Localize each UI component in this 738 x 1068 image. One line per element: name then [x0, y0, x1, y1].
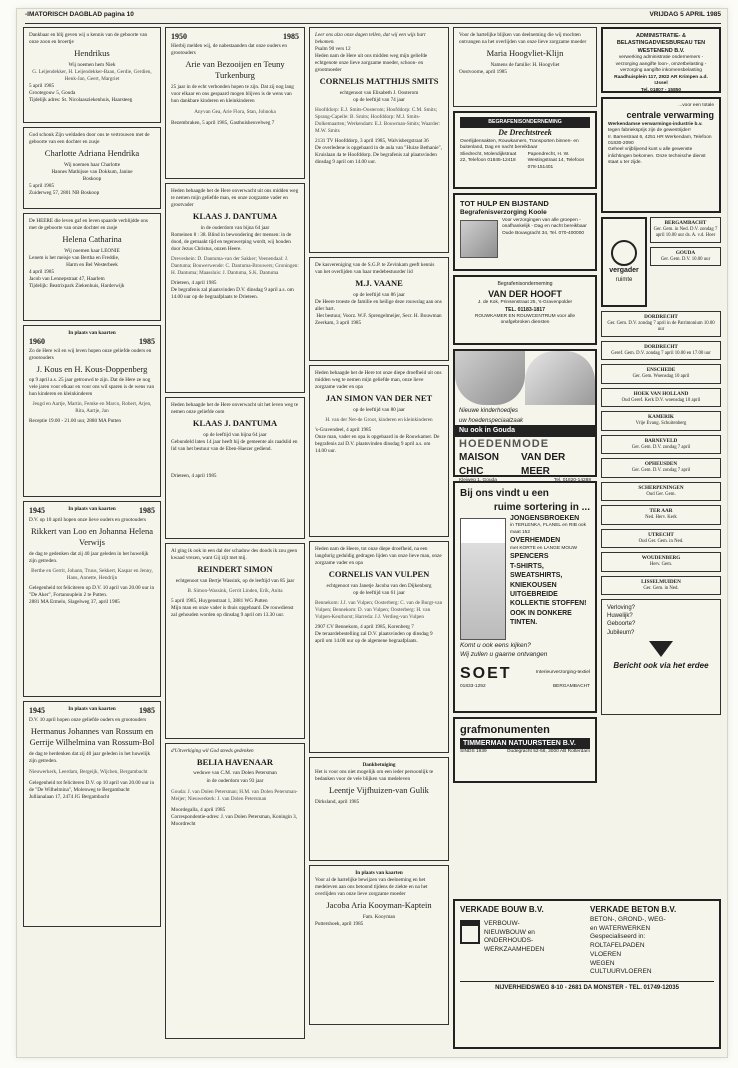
notice-places: Nieuwerkerk, Leerdam, Bergeijk, Wijchen, Bergambacht [29, 768, 148, 775]
notice-intro: D.V. 10 april hopen onze geliefde ouders en grootouders [29, 716, 147, 723]
notice-extra: Lenem is het meisje van Bertha en Freddie, [29, 254, 120, 261]
notice-title: In plaats van kaarten [68, 330, 116, 336]
ad-title: BEGRAFENISONDERNEMING [460, 117, 590, 128]
notice-name: Hermanus Johannes van Rossum en Gerrije Wilhelmina van Rossum-Bol [29, 725, 155, 748]
church-title: OPHEUSDEN [644, 461, 678, 468]
ad-vanderhooft [453, 275, 597, 345]
notice-reception: Gelegenheid tot feliciteren D.V. op 10 april van 20.00 uur in de "De Wilhelmina", Molenweg te Bergambacht [29, 779, 155, 793]
notice-bezooijen [165, 27, 305, 179]
notice-family: Namens de familie: H. Hoogvliet [490, 61, 560, 68]
ad-note: Interieurverzorging-textiel [535, 670, 590, 676]
church-text: Ger. Gem. Woensdag 10 april [632, 374, 690, 380]
notice-date: Dirksland, april 1985 [315, 798, 360, 805]
ad-phone: TEL. 01183-1817 [504, 306, 546, 313]
ad-brand: De Drechtstreek [498, 128, 552, 138]
notice-date: 2907 CV Bennekom, 4 april 1985, Korenberg 7 [315, 623, 414, 630]
church-text: Ger. Gem. in Ned. D.V. zondag 7 april 10.00 uur ds. A. v.d. Hoer [653, 227, 718, 239]
church-item [601, 529, 721, 548]
ad-phone: Tel. 01820-14288 [553, 478, 591, 484]
ad-administratie [601, 27, 721, 93]
notice-intro: d'Uitverkiging wil God steeds gedenken [171, 748, 254, 754]
notice-age: echtgenoot van Bertje Wassink, op de leeftijd van 85 jaar [175, 577, 295, 584]
ad-item: UITGEBREIDE KOLLEKTIE STOFFEN! OOK IN DONKERE TINTEN. [510, 591, 587, 627]
column-3 [309, 27, 449, 1051]
ad-name: VAN DER HOOFT [488, 289, 562, 300]
ad-verwarming [601, 97, 721, 213]
ad-tag: ...voor een totale [678, 103, 714, 108]
church-item [601, 435, 721, 454]
notice-address: Jacob van Lennepstraat 47, Haarlem [29, 275, 105, 282]
ad-items: Overlijdensakten, Rouwkamers, Transporten binnen- en buitenland, Dag en nacht bereikbaar [460, 138, 579, 151]
church-list-more [601, 311, 721, 595]
ad-item: BETON-, GROND-, WEG- [590, 915, 666, 923]
notice-burial: Onze man, vader en opa is opgebaard in de Rouwkamer. De begrafenis zal D.V. plaatsvinden dinsdag 9 april a.s. om 14.00 uur. [315, 433, 440, 454]
question-item: Huwelijk? [607, 613, 633, 620]
notice-year-to: 1985 [138, 506, 155, 515]
notice-year-to: 1985 [139, 337, 155, 347]
notice-family: G. Leijendekker, H. Leijendekker-Baan, Gerdie, Gerdien, Henk-Jan, Geert, Margriet [32, 68, 152, 82]
notice-age: op de leeftijd van 80 jaar [353, 406, 405, 413]
question-item: Jubileum? [607, 629, 635, 636]
ad-text: verwerking administratie ondernemers - verzorging aangifte loon-, omzetbelasting - verzorging aangifte inkomensbelasting [615, 55, 707, 74]
ad-verkade [453, 899, 721, 1049]
notice-date: 4 april 1985 [29, 268, 55, 275]
notice-age: in de ouderdom van bijna 64 jaar [200, 224, 270, 231]
ad-title: VERKADE BETON B.V. [590, 905, 677, 914]
arrow-down-icon [649, 641, 673, 657]
church-title: GOUDA [675, 249, 696, 256]
notice-text: de dag te herdenken dat zij 40 jaar geleden in het huwelijk zijn getreden. [29, 750, 151, 764]
ad-sub: in TERLENKA, FLANEL en RIB ook maat 152 [510, 523, 586, 535]
ad-item: WERKZAAMHEDEN [484, 946, 545, 954]
notice-date: Puttershoek, april 1985 [315, 920, 364, 927]
church-item [650, 247, 721, 266]
ad-name: vergader [609, 267, 639, 275]
notice-name: Hendrikus [74, 48, 110, 59]
church-text: Ger. Gem. D.V. zondag 7 april [631, 444, 691, 450]
ad-item: VERBOUW- [484, 919, 520, 927]
notice-burial: Mijn man en onze vader is thuis opgebaard. De rouwdienst zal gehouden worden op dinsdag 9 april om 13.30 uur. [171, 604, 294, 618]
notice-name: CORNELIS VAN VULPEN [328, 569, 430, 580]
notice-intro: Dankbaar en blij geven wij u kennis van de geboorte van onze zoon en broertje [29, 32, 148, 46]
notice-date: Moordegalla, 4 april 1985 [171, 806, 226, 813]
notice-rossum [23, 701, 161, 927]
notice-family: Hoofddorp: E.J. Smits-Oosterom; Hoofddorp: C.M. Smits; Sprang-Capelle: B. Smits; Hoofddorp: M.J. Smits-Dolkemaarten; Werkendam: E.J. Bouwman-Smits; Waarder: M.W. Smits [315, 106, 441, 134]
ad-address: Kleiweg 1, Gouda [459, 478, 497, 484]
verkade-beton [590, 905, 714, 977]
notice-kids: Jeugd en Aartje, Martin, Femke en Marco, Robert, Arjen, Rita, Aartje, Jan [32, 401, 152, 415]
notice-vulpen [309, 541, 449, 753]
notice-address: Grootegouw 5, Gouda [29, 89, 76, 96]
church-item [601, 311, 721, 337]
church-title: DORDRECHT [644, 343, 678, 350]
notice-intro: De HEERE die leven gaf en leven spaarde verblijdde ons met de geboorte van onze dochter en zusje [29, 218, 148, 232]
church-text: Ger. Gem. in Ned. [643, 585, 679, 591]
ad-item: KNIEKOUSEN [510, 581, 557, 589]
ad-ask: Komt u ook eens kijken? [460, 642, 531, 649]
notice-family: H. van der Net-de Groot, kinderen en kleinkinderen [325, 416, 433, 423]
church-title: UTRECHT [648, 531, 674, 538]
ad-sub: ruimte [615, 276, 633, 283]
notice-town: Boskoop [82, 175, 102, 182]
ad-brand: SOET [460, 664, 512, 682]
church-list [650, 217, 721, 311]
notice-title: In plaats van kaarten [355, 870, 403, 876]
notice-burial: De overledene is opgebaard in de aula van "Huize Bethanie", Kruislaan 4a te Hoofddorp. De begrafenis zal plaatsvinden dinsdag 9 april om 14.00 uur. [315, 144, 442, 165]
notice-loo [23, 501, 161, 697]
notice-note: De Heere troeste de familie en heilige deze rouwslag aan ons aller hart. [315, 298, 442, 312]
church-title: SCHERPENINGEN [638, 484, 684, 491]
notice-family: Bennekom: J.J. van Vulpen; Oosterberg: C. van de Burgt-van Vulpen; Bennekom: D. van Vulpen; Oosterberg: H. van Vulpen-Keurhorst; Harreda: J.J. Verdieg-van Vulpen [315, 599, 443, 620]
notice-name: Helena Catharina [62, 234, 122, 245]
notice-title: Dankbetuiging [362, 762, 396, 768]
notice-family: Dreveshein: D. Dantuma-van der Sakker; Veenendaal: J. Dantuma; Bouwerwende: C. Dantuma-Brouwers; Groningen: H. Dantuma; Maassluis: J. Dantuma, S.K. Dantuma [171, 255, 299, 276]
notice-visit: Tijdelijk adres: St. Nicolaasziekenhuis, Haarsteeg [29, 96, 133, 103]
church-text: Oud Ger. Gem. in Ned. [638, 538, 684, 544]
notice-parents: Hannes Mathijsse van Dokkum, Janine [51, 168, 133, 175]
notice-text: Voor al de hartelijke bewijzen van deelneming en het medeleven aan ons betoond tijdens de ziekte en na het overlijden van onze lieve zorgzame moeder [315, 877, 428, 898]
ad-photo [460, 220, 498, 258]
church-title: DORDRECHT [644, 314, 678, 320]
ad-item: ONDERHOUDS- [484, 937, 534, 945]
ad-phone: 01833-1292 [460, 684, 486, 690]
house-icon [460, 920, 480, 944]
column-1 [23, 27, 161, 1051]
notice-text: de dag te gedenken dat zij 40 jaar geleden in het huwelijk zijn getreden. [29, 550, 149, 564]
notice-klijn [453, 27, 597, 107]
ad-bericht: Bericht ook via het erdee [613, 660, 709, 670]
church-item [601, 576, 721, 595]
notice-date: Oostvoorne, april 1985 [459, 68, 507, 75]
notice-hendrikus [23, 27, 161, 123]
church-item [650, 217, 721, 243]
ad-title: ADMINISTRATIE- & BELASTINGADVIESBUREAU TEN WESTENEND B.V. [616, 33, 706, 54]
question-item: Geboorte? [607, 621, 636, 628]
notice-family: Gouda: J. van Dolen Petersman; H.M. van Dolen Petersman-Meijer; Nieuwerkerk: J. van Dolen Petersman [171, 788, 298, 802]
notice-title: In plaats van kaarten [68, 706, 116, 712]
ad-item: Gespecialiseerd in: [590, 933, 646, 941]
notice-date: Zeerkam, 3 april 1985 [315, 319, 362, 326]
notice-alias: Wij noemen haar LEONIE [64, 247, 120, 254]
church-item [601, 411, 721, 430]
notice-name: REINDERT SIMON [197, 564, 273, 575]
notice-date: 5 april 1985 [29, 82, 55, 89]
ad-item: WEGEN [590, 959, 615, 967]
church-text: Ger. Gem. D.V. zondag 7 april [631, 468, 691, 474]
ad-item: ROLTAFELPADEN [590, 942, 645, 950]
notice-name: Leentje Vijfhuizen-van Gulik [329, 785, 429, 796]
church-title: BERGAMBACHT [664, 220, 707, 226]
notice-family: B. Simon-Wassink, Gerrit Linden, Erik, Anita [187, 587, 283, 594]
notice-alias: Wij noemen hem Niek [68, 61, 116, 68]
notice-intro: Heden nam de Heere, tot onze diepe droefheid, na een langdurig geduldig gedragen lijden van onze lieve man, onze zorgzame vader en opa [315, 546, 442, 567]
ad-since: SINDS 1939 [460, 749, 487, 755]
notice-name: BELIA HAVENAAR [196, 757, 274, 768]
notice-helena [23, 213, 161, 321]
ad-brand: MAISON CHIC [459, 452, 499, 477]
ad-address: J. de Kok, Prinsenstraat 25, 's-Gravenpolder [477, 300, 573, 306]
church-item [601, 552, 721, 571]
church-text: Ger. Gem. D.V. zondag 7 april in de Patrimonium 10.00 uur [607, 321, 715, 333]
notice-name: Jacoba Aria Kooyman-Kaptein [326, 900, 432, 911]
notice-name: CORNELIS MATTHIJS SMITS [319, 76, 439, 87]
notice-year-from: 1945 [29, 706, 45, 715]
notice-burial: De teraardebestelling zal D.V. plaatsvinden op dinsdag 9 april om 14.00 uur op de algemene begraafplaats. [315, 630, 433, 644]
ad-gouda: Nu ook in Gouda [455, 425, 595, 436]
ad-text: Voor verzorgingen van alle groepen - onafhankelijk - Dag en nacht bereikbaar [502, 217, 587, 230]
column-4 [453, 27, 597, 1051]
notice-intro: Heden behaagde het de Here tot onze diepe droefheid uit ons midden weg te nemen mijn geliefde man, onze lieve zorgzame vader en opa [315, 370, 442, 391]
notice-charlotte [23, 127, 161, 209]
ad-sub: Begrafenisverzorging Koole [460, 209, 547, 217]
notice-text: op 9 april a.s. 25 jaar getrouwd te zijn. Dat de Here ze nog vele jaren voor elkaar en voor ons wil sparen is de wens van hun kinderen en kleinkinderen [29, 377, 155, 398]
notice-sub: echtgenoot van Elisabeth J. Oosterom [339, 89, 419, 96]
notice-address: Bezembraken, 5 april 1985, Gasthuisheuvelweg 7 [171, 119, 275, 126]
notice-reception: Receptie 19.00 - 21.00 uur, 2880 MA Putten [29, 418, 122, 425]
ad-item: SPENCERS [510, 553, 549, 561]
ad-title: VERKADE BOUW B.V. [460, 905, 544, 914]
notice-dank [309, 757, 449, 861]
notice-temp: Tijdelijk: Beatrixpark Ziekenhuis, Harderwijk [29, 282, 125, 289]
notice-simon [165, 543, 305, 739]
notice-text: Het is voor ons niet mogelijk om een ieder persoonlijk te bedanken voor de vele blijken van medeleven [315, 769, 434, 783]
ad-line: Nieuwe kinderhoedjes [459, 408, 519, 414]
notice-vaane [309, 257, 449, 361]
church-title: ENSCHEDE [646, 367, 676, 374]
notice-text: Heden nam de Here uit ons midden weg mijn geliefde echtgenote onze lieve zorgzame moeder, schoon- en grootmoeder [315, 53, 428, 74]
notice-name: Arie van Bezooijen en Teuny Turkenburg [185, 58, 285, 81]
notice-date: 5 april 1985 [29, 182, 55, 189]
ad-item: VLOEREN [590, 950, 622, 958]
notice-name: Rikkert van Loo en Johanna Helena Verwijs [30, 525, 154, 548]
notice-text: De kasvereniging van de S.G.P. te Zevinkam geeft kennis van het overlijden van haar medebestuurder lid [315, 262, 435, 276]
notice-text: Gebundeld laten 14 jaar heeft hij de gemeente als raadslid en lid van het bestuur van de Eben-Haezer gediend. [171, 438, 298, 452]
notice-smits [309, 27, 449, 253]
ad-maison-chic [453, 349, 597, 484]
column-2 [165, 27, 305, 1051]
notice-age: op de leeftijd van 86 jaar [353, 291, 405, 298]
notice-sub: weduwe van C.M. van Dolen Petersman [193, 770, 277, 777]
church-title: HOEK VAN HOLLAND [633, 390, 689, 397]
notice-text: 25 jaar in de echt verbonden hopen te zijn. Dat zij nog lang voor elkaar en ons gespaard mogen blijven is de wens van hun dankbare kinderen en kleinkinderen [171, 83, 294, 104]
ad-item: NIEUWBOUW en [484, 928, 535, 936]
notice-ref: Psalm 90 vers 12 [315, 46, 351, 53]
church-item [601, 458, 721, 477]
ad-right: Papendrecht, H. W. Westingstraat 14, Telefoon 078-151401 [527, 151, 585, 170]
ad-place: BERGAMBACHT [552, 684, 590, 690]
ad-headline: Bij ons vindt u een [460, 488, 549, 499]
verkade-bouw [460, 905, 584, 977]
church-text: Geref. Gem. D.V. zondag 7 april 10.00 en 17.00 uur [611, 350, 711, 356]
church-title: KAMERIK [648, 414, 674, 421]
ad-drechtstreek [453, 111, 597, 189]
church-text: Vrije Evang. Schuitenberg [635, 421, 687, 427]
notice-date: 5 april 1985, Huygenstraat 1, 3881 WG Putten [171, 597, 268, 604]
ad-item: T-SHIRTS, SWEATSHIRTS, [510, 562, 563, 580]
ad-address: Oudegracht 52-56, 3000 AB Rotterdam [506, 749, 590, 755]
church-title: LISSELMUIDEN [641, 578, 681, 585]
ad-headline: ruime sortering in ... [493, 501, 590, 513]
notice-address: 2131 TV Hoofddorp, 3 april 1985, Walvisbergstraat 36 [315, 137, 429, 144]
ad-phone: Tel. 01807 - 15850 [640, 87, 682, 93]
notice-board: Het bestuur, Voorz. W.F. Sprengelmeijer, Secr. H. Bouwman [316, 312, 442, 319]
question-item: Verloving? [607, 605, 636, 612]
notice-text: Voor de hartelijke blijken van deelneming die wij mochten ontvangen na het overlijden van onze lieve zorgzame moeder [459, 32, 587, 46]
ad-title: Begrafenisonderneming [497, 281, 553, 287]
notice-dantuma-2 [165, 397, 305, 539]
ad-foot: NIJVERHEIDSWEG 8-10 - 2681 DA MONSTER - TEL. 01749-12035 [460, 981, 714, 992]
notice-name: Charlotte Adriana Hendrika [44, 148, 140, 159]
notice-address: 2881 MA Ermelo, Slagelweg 37, april 1985 [29, 598, 120, 605]
ad-vergader [601, 217, 647, 307]
notice-title: In plaats van kaarten [68, 506, 116, 512]
church-item [601, 341, 721, 360]
notice-intro: Hierbij melden wij, de nabestaanden dat onze ouders en grootouders [171, 42, 287, 56]
notice-burial: De begrafenis zal plaatsvinden D.V. dinsdag 9 april a.s. om 14.00 uur op de begraafplaats te Drieteen. [171, 286, 294, 300]
ad-brand: Werkendamse verwarmings-industrie b.v. [608, 121, 703, 127]
notice-sub: echtgenoot van Janetje Jacoba van den Dijkenborg [326, 582, 432, 589]
ad-item: OVERHEMDEN [510, 537, 561, 545]
notice-intro: Leer ons alzo onze dagen tellen, dat wij een wijs hart bekomen. [315, 32, 426, 46]
notice-alias: Wij noemen haar Charlotte [63, 161, 121, 168]
notice-intro: Heden behaagde het de Here onverwacht uit het leven weg te nemen onze geliefde oom [171, 402, 299, 416]
ad-address: Ir. Barnestraat 6, 4251 HR Werkendam, Telefoon 01830-2090 [608, 134, 712, 147]
newspaper-page [16, 8, 728, 1058]
ad-note: Geheel vrijblijvend kunt u alle gewenste inlichtingen bekomen. Onze technische dienst staat u ter zijde. [608, 147, 706, 166]
notice-age: op de leeftijd van 74 jaar [353, 96, 405, 103]
ad-address: Oude Bouwgracht 34, Tel. 070-400000 [502, 230, 585, 236]
notice-name: JAN SIMON VAN DER NET [325, 393, 433, 404]
church-item [601, 482, 721, 501]
church-text: Ned. Herv. Kerk [645, 515, 677, 521]
ad-address: Raadhuisplein 117, 2922 AR Krimpen a.d. IJssel [614, 74, 708, 87]
notice-name: KLAAS J. DANTUMA [192, 418, 278, 429]
notice-name: KLAAS J. DANTUMA [192, 211, 278, 222]
ad-photo-boy [460, 518, 506, 640]
ad-timmerman [453, 717, 597, 783]
ad-name: TOT HULP EN BIJSTAND [460, 199, 549, 208]
notice-burial: Correspondentie-adres: J. van Dolen Petersman, Koningin 3, Moordrecht [171, 813, 298, 827]
notice-year-from: 1960 [29, 337, 45, 347]
notice-kous [23, 325, 161, 497]
header-right: VRIJDAG 5 APRIL 1985 [649, 11, 721, 18]
ad-logo-icon [611, 240, 637, 266]
church-title: TER AAR [649, 508, 673, 515]
church-item [601, 364, 721, 383]
notice-year-from: 1945 [29, 506, 45, 515]
notice-address: Zuiderweg 57, 2801 NB Boskoop [29, 189, 100, 196]
church-title: WOUDENBERG [641, 555, 681, 562]
notice-intro: God schonk Zijn weldaden door ons te vertrouwen met de geboorte van een dochter en zusje [29, 132, 150, 146]
notice-year-from: 1950 [171, 32, 187, 41]
notice-age: op de leeftijd van bijna 64 jaar [203, 431, 267, 438]
notice-age: op de leeftijd van 61 jaar [353, 589, 405, 596]
ad-title: centrale verwarming [626, 110, 714, 121]
ad-koole [453, 193, 597, 271]
notice-date: 's-Gravendeel, 4 april 1985 [315, 426, 372, 433]
ad-item: JONGENSBROEKEN [510, 515, 580, 522]
church-title: BARNEVELD [644, 437, 678, 444]
notice-name: Maria Hoogvliet-Klijn [486, 48, 564, 59]
notice-intro: Al ging ik ook in een dal der schaduw des doods ik zou geen kwaad vrezen, want Gij zijt met mij. [171, 548, 298, 562]
ad-headline: grafmonumenten [460, 724, 550, 736]
notice-address: Jullianalaan 17, 2474 JG Bergambacht [29, 793, 110, 800]
church-text: Ger. Gem. D.V. 10.00 uur [660, 256, 711, 262]
church-item [601, 388, 721, 407]
column-5 [601, 27, 721, 1051]
ad-ask: Wij zullen u gaarne ontvangen [460, 650, 548, 658]
ad-photo-hat-2 [525, 351, 595, 405]
notice-name: M.J. VAANE [355, 278, 403, 289]
ad-soet [453, 481, 597, 713]
notice-intro: D.V. op 10 april hopen onze lieve ouders en grootouders [29, 516, 147, 523]
notice-vandernet [309, 365, 449, 537]
notice-kooyman [309, 865, 449, 1025]
ad-item: CULTUURVLOEREN [590, 968, 652, 976]
notice-parents: Harm en Bel Westerbeek [66, 261, 118, 268]
notice-date: Drieteen, 4 april 1985 [171, 472, 217, 479]
notice-age: in de ouderdom van 93 jaar [206, 777, 264, 784]
ad-brand: VAN DER MEER [520, 452, 566, 477]
ad-text: tegen fabrieksprijs zijn de gewestrijder! [608, 128, 691, 134]
header-left: -IMATORISCH DAGBLAD pagina 10 [25, 11, 134, 18]
ad-left: Sliedrecht, Molendijkstraat 22, Telefoon 01845-12418 [460, 151, 517, 164]
notice-text: Romeinen 8 : 38. Blind in bewondering der mensen: in de dood, de gemaakt tijd en tegenwerping wordt, wij houden door Jezus Christus, onzen Heere. [171, 231, 292, 252]
church-text: Herv. Gem. [649, 562, 673, 568]
notice-intro: Heden behaagde het de Here onverwacht uit ons midden weg te nemen mijn geliefde man, en onze zorgzame vader en grootvader [171, 188, 299, 209]
notice-havenaar [165, 743, 305, 1039]
notice-year-to: 1985 [283, 32, 299, 41]
ad-family-news [601, 599, 721, 715]
ad-photo-hat-1 [455, 351, 525, 405]
notice-date: Drieteen, 4 april 1985 [171, 279, 217, 286]
notice-reception: Gelegenheid tot feliciteren op D.V. 10 april van 20.00 uur in "De Aker", Fortanouplein 2 te Putten. [29, 584, 155, 598]
church-text: Oud Ger. Gem. [646, 491, 676, 497]
notice-kids: Berthe en Gerrit, Johann, Truus, Sekkert, Kaspar en Jenny, Hans, Annette, Hendrijn [31, 567, 153, 581]
notice-year-to: 1985 [138, 706, 155, 715]
notice-dantuma-1 [165, 183, 305, 393]
ad-line: uw hoedenspeciaalzaak [459, 418, 524, 425]
ad-foot: ROUWKAMER EN ROUWCENTRUM voor alle onafgebroken diensten [474, 313, 576, 326]
notice-family: Fam. Kooyman [362, 913, 396, 920]
church-text: Oud Geref. Kerk D.V. woensdag 10 april [621, 397, 701, 403]
notice-intro: Zo de Here wil en wij leven hopen onze geliefde ouders en grootouders [29, 347, 152, 361]
ad-sub: met KORTE en LANGE MOUW [510, 545, 578, 551]
notice-kids: Anyvan Gea, Arie Flora, Stan, Johnoka [194, 108, 276, 115]
ad-name: TIMMERMAN NATUURSTEEN B.V. [460, 738, 590, 749]
running-header [25, 11, 721, 24]
ad-brand: HOEDENMODE [459, 437, 550, 450]
church-item [601, 505, 721, 524]
notice-name: J. Kous en H. Kous-Doppenberg [36, 363, 148, 374]
ad-item: en WATERWERKEN [590, 924, 651, 932]
